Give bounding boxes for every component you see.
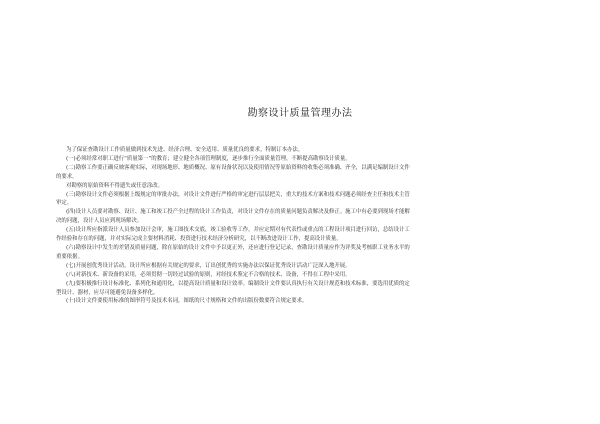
paragraph-line: (五)设计所应指派设计人员参加设计会审，施工图技术交底，竣工验收等工作，并应定期对有代表性或重点的工程设计项目进行回访，总结设计工 (66, 227, 410, 234)
paragraph-line: 作经验和存在的问题，并对实际完成主要材料消耗、投资进行技术经济分析研究，以不断改进设计工作，提高设计质量。 (56, 236, 342, 243)
paragraph-line: 对勘察的原始资料不得遗失或任意涂改。 (66, 182, 164, 189)
paragraph-line: 为了保证查勘设计工作质量做到技术先进、经济合理、安全适用、质量优良的要求，特制订本办法。 (66, 147, 304, 153)
paragraph-line: (四)设计人员要对勘察、设计、施工和竣工投产全过程的设计工作负责，对设计文件存在的质量问题负责解决及修正。施工中有必要到现场才能解 (66, 209, 410, 216)
document-body (56, 146, 554, 306)
paragraph-line: 审定。 (56, 200, 73, 207)
paragraph-line: (一)必须经常对职工进行“质量第一”的教育；建立健全各项管理制度，逐步推行全面质量管理，不断提高勘察设计质量。 (66, 155, 351, 162)
paragraph-line: 决的问题，设计人员应到现场解决。 (56, 218, 143, 225)
paragraph-line: 的要求。 (56, 173, 78, 180)
document-title: 勘察设计质量管理办法 (247, 108, 353, 119)
paragraph-line: 型设计、器材，应尽可能避免设备多样化。 (56, 289, 159, 296)
paragraph-line: (三)勘察设计文件必须根据上级规定的审批办法，对设计文件进行严格的审定进行层层把关，重大的技术方案和技术问题必须经查主任和技术主管 (66, 191, 410, 198)
paragraph-line: (八)对新技术、新设备的采用，必须贯彻一切经过试验的原则，对经技术鉴定不合格的技术、设备，不得在工程中采用。 (66, 271, 351, 278)
paragraph-line: (九)要积极推行设计标准化、系列化和通用化，以提高设计质量和设计效率。编制设计文件要认真执行有关设计规范和技术标准，要选用优质的定 (66, 280, 410, 287)
paragraph-line: (七)开展创优秀设计活动，设计所应根据有关规定的要求，订出创优秀的实施办法以保证优秀设计活动广泛深入地开展。 (66, 262, 351, 269)
paragraph-line: (六)勘察设计中发生的差错及质量问题，除在原始的设计文件中予以更正外，还应进行登记记录，查勘设计质量应作为评奖及考核职工业务水平的 (66, 244, 410, 251)
paragraph-line: (十)设计文件要使用标准的图形符号及技术名词，图纸的尺寸规格和文件的出版份数要符合规定要求。 (66, 298, 308, 305)
paragraph-line: 重要依据。 (56, 253, 83, 260)
paragraph-line: (二)勘察工作要正确反映客观实际，对现场地形、地质概况、原有设备状况以及使用情况等原始资料的收集必须准确、齐全，以满足编制设计文件 (66, 164, 410, 171)
